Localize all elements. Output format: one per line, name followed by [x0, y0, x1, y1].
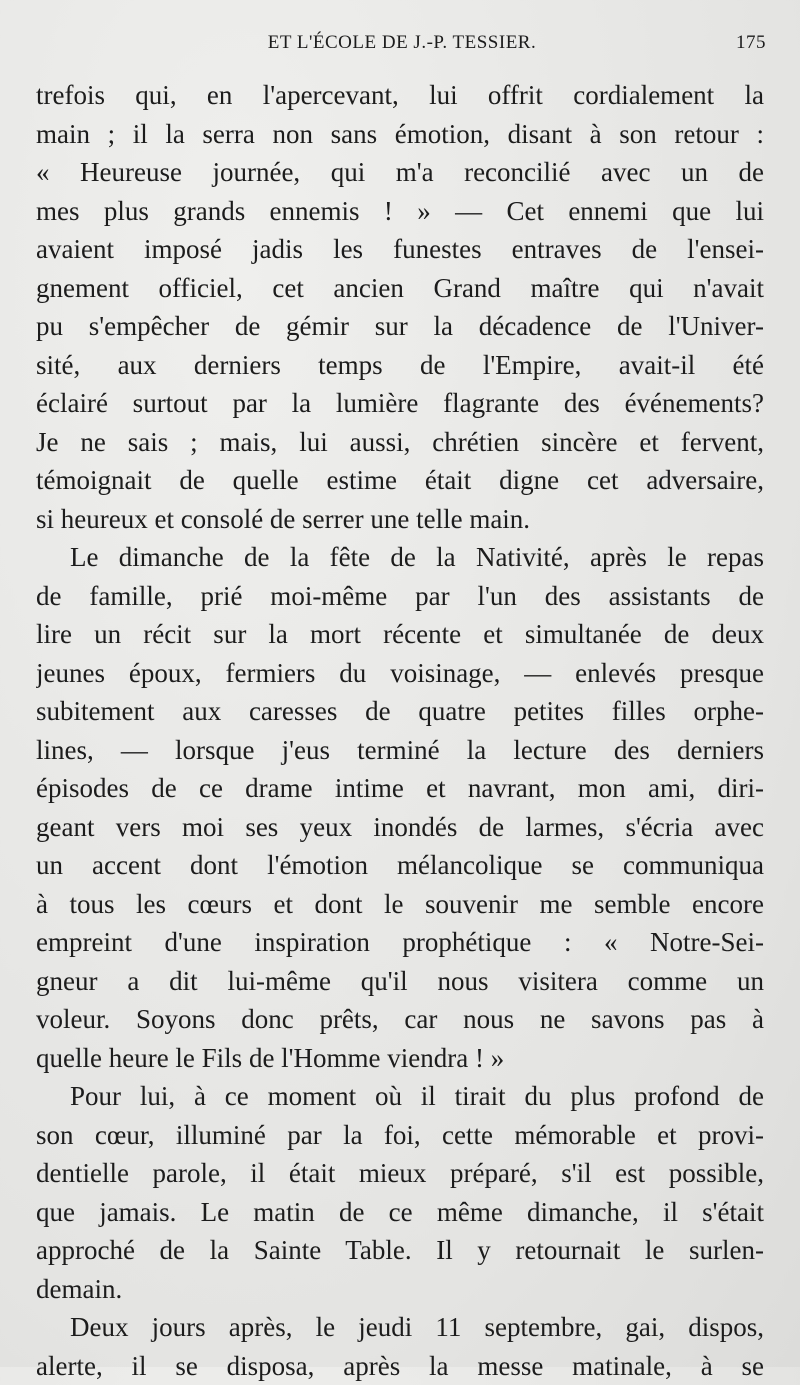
text-line: sité, aux derniers temps de l'Empire, avait-il été — [36, 346, 764, 385]
text-line: voleur. Soyons donc prêts, car nous ne savons pas à — [36, 1000, 764, 1039]
text-line: Le dimanche de la fête de la Nativité, après le repas — [36, 538, 764, 577]
text-line: « Heureuse journée, qui m'a reconcilié avec un de — [36, 153, 764, 192]
text-line: pu s'empêcher de gémir sur la décadence de l'Univer- — [36, 307, 764, 346]
text-line: dentielle parole, il était mieux préparé, s'il est possible, — [36, 1154, 764, 1193]
text-line: Je ne sais ; mais, lui aussi, chrétien sincère et fervent, — [36, 423, 764, 462]
text-line: avaient imposé jadis les funestes entraves de l'ensei- — [36, 230, 764, 269]
text-line: son cœur, illuminé par la foi, cette mémorable et provi- — [36, 1116, 764, 1155]
text-line: trefois qui, en l'apercevant, lui offrit cordialement la — [36, 76, 764, 115]
text-line: un accent dont l'émotion mélancolique se communiqua — [36, 846, 764, 885]
paragraph-3 — [36, 1077, 764, 1308]
body-text — [36, 76, 764, 1385]
page-number: 175 — [736, 32, 766, 54]
text-line: geant vers moi ses yeux inondés de larmes, s'écria avec — [36, 808, 764, 847]
text-line: si heureux et consolé de serrer une telle main. — [36, 500, 764, 539]
text-line: demain. — [36, 1270, 764, 1309]
text-line: épisodes de ce drame intime et navrant, mon ami, diri- — [36, 769, 764, 808]
paragraph-4 — [36, 1308, 764, 1385]
text-line: jeunes époux, fermiers du voisinage, — enlevés presque — [36, 654, 764, 693]
paragraph-1 — [36, 76, 764, 538]
text-line: Pour lui, à ce moment où il tirait du plus profond de — [36, 1077, 764, 1116]
running-head — [38, 32, 766, 62]
text-line: empreint d'une inspiration prophétique : « Notre-Sei- — [36, 923, 764, 962]
text-line: que jamais. Le matin de ce même dimanche, il s'était — [36, 1193, 764, 1232]
text-line: éclairé surtout par la lumière flagrante des événements? — [36, 384, 764, 423]
text-line: alerte, il se disposa, après la messe matinale, à se — [36, 1347, 764, 1385]
text-line: quelle heure le Fils de l'Homme viendra ! » — [36, 1039, 764, 1078]
text-line: lines, — lorsque j'eus terminé la lecture des derniers — [36, 731, 764, 770]
text-line: gnement officiel, cet ancien Grand maître qui n'avait — [36, 269, 764, 308]
text-line: lire un récit sur la mort récente et simultanée de deux — [36, 615, 764, 654]
text-line: témoignait de quelle estime était digne cet adversaire, — [36, 461, 764, 500]
text-line: Deux jours après, le jeudi 11 septembre, gai, dispos, — [36, 1308, 764, 1347]
running-head-title: ET L'ÉCOLE DE J.-P. TESSIER. — [38, 32, 766, 54]
text-line: à tous les cœurs et dont le souvenir me semble encore — [36, 885, 764, 924]
text-line: subitement aux caresses de quatre petites filles orphe- — [36, 692, 764, 731]
text-line: de famille, prié moi-même par l'un des assistants de — [36, 577, 764, 616]
paragraph-2 — [36, 538, 764, 1077]
text-line: mes plus grands ennemis ! » — Cet ennemi que lui — [36, 192, 764, 231]
text-line: main ; il la serra non sans émotion, disant à son retour : — [36, 115, 764, 154]
text-line: approché de la Sainte Table. Il y retournait le surlen- — [36, 1231, 764, 1270]
text-line: gneur a dit lui-même qu'il nous visitera comme un — [36, 962, 764, 1001]
